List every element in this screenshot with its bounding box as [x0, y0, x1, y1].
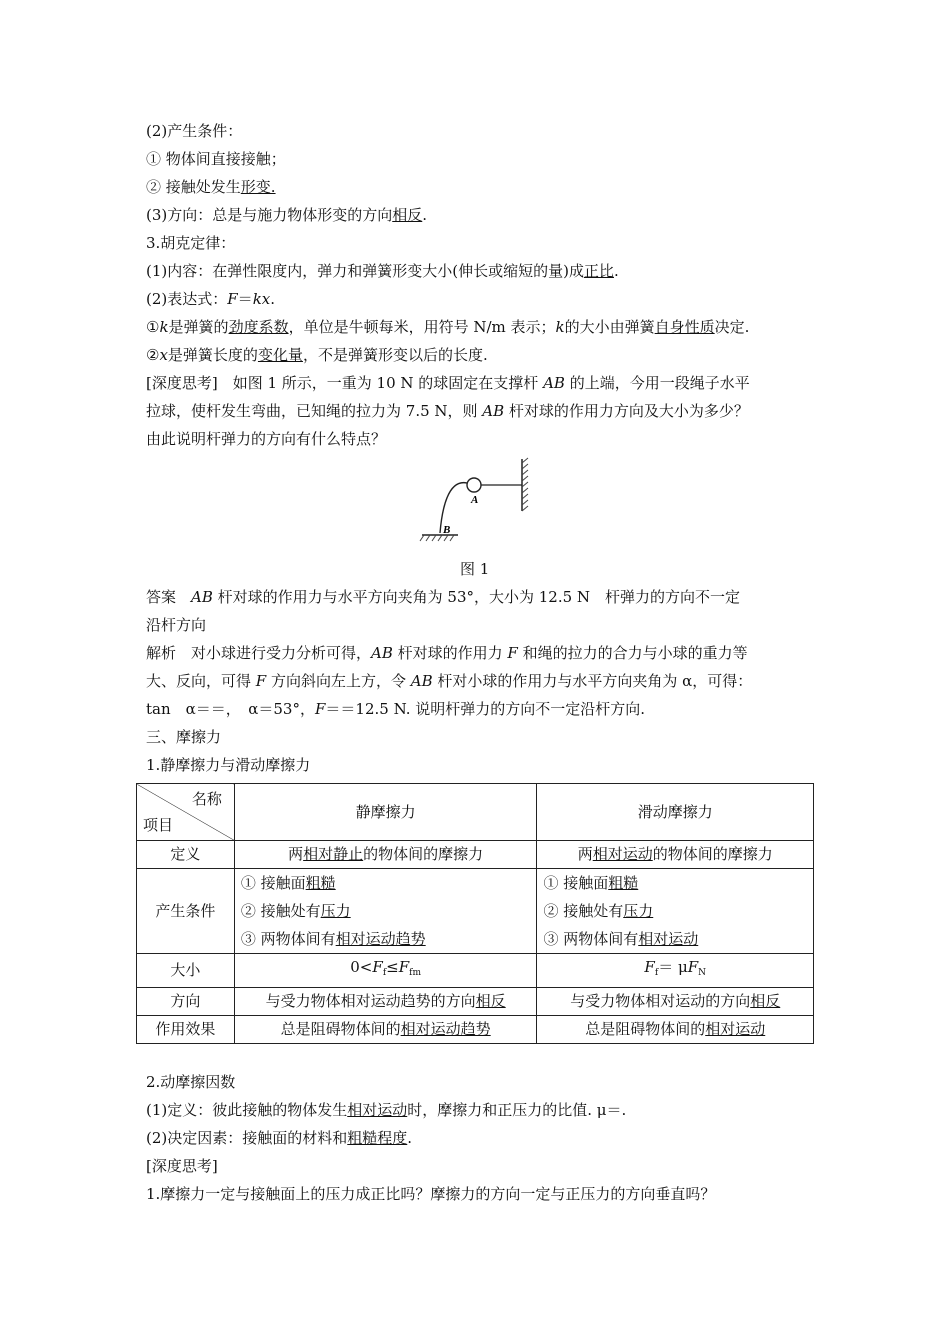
cell: ① 接触面粗糙 ② 接触处有压力 ③ 两物体间有相对运动趋势 [234, 869, 537, 954]
condition-heading: (2)产生条件： [146, 122, 243, 140]
row-label: 作用效果 [137, 1016, 235, 1044]
header-name: 名称 [191, 790, 222, 808]
label-b: B [443, 524, 451, 536]
header-item: 项目 [143, 816, 174, 834]
cell: 总是阻碍物体间的相对运动 [537, 1016, 814, 1044]
label-a: A [471, 494, 479, 506]
table-row-conditions [137, 869, 814, 954]
hooke-content: (1)内容：在弹性限度内，弹力和弹簧形变大小(伸长或缩短的量)成正比. [146, 262, 619, 280]
hooke-k-note: ①k是弹簧的劲度系数，单位是牛顿每米，用符号 N/m 表示；k的大小由弹簧自身性质决定. [146, 318, 750, 336]
condition-2: ② 接触处发生形变. [146, 178, 276, 196]
direction-line: (3)方向：总是与施力物体形变的方向相反. [146, 206, 428, 224]
condition-1: ① 物体间直接接触； [146, 150, 286, 168]
row-label: 大小 [137, 954, 235, 988]
friction-subtitle: 1.静摩擦力与滑动摩擦力 [146, 756, 311, 774]
header-corner-cell [137, 784, 235, 841]
coef-title: 2.动摩擦因数 [146, 1073, 236, 1091]
cell: 两相对运动的物体间的摩擦力 [537, 841, 814, 869]
coef-definition: (1)定义：彼此接触的物体发生相对运动时，摩擦力和正压力的比值. μ＝. [146, 1101, 627, 1119]
ball [467, 478, 481, 492]
header-sliding: 滑动摩擦力 [537, 784, 814, 841]
hooke-title: 3.胡克定律： [146, 234, 236, 252]
cell: 与受力物体相对运动趋势的方向相反 [234, 988, 537, 1016]
think1-line2: 拉球，使杆发生弯曲，已知绳的拉力为 7.5 N，则 AB 杆对球的作用力方向及大小为多少？ [146, 402, 749, 420]
think1-line3: 由此说明杆弹力的方向有什么特点？ [146, 430, 387, 448]
table-header-row [137, 784, 814, 841]
think2-question1: 1.摩擦力一定与接触面上的压力成正比吗？摩擦力的方向一定与正压力的方向垂直吗？ [146, 1185, 716, 1203]
analysis-line2: 大、反向，可得 F 方向斜向左上方，令 AB 杆对小球的作用力与水平方向夹角为 α，可得： [146, 672, 753, 690]
cell: ① 接触面粗糙 ② 接触处有压力 ③ 两物体间有相对运动 [537, 869, 814, 954]
cell: 与受力物体相对运动的方向相反 [537, 988, 814, 1016]
analysis-line3: tan α＝＝， α＝53°，F＝＝12.5 N. 说明杆弹力的方向不一定沿杆方向. [146, 700, 646, 718]
friction-section-title: 三、摩擦力 [146, 728, 222, 746]
hooke-expression: (2)表达式：F＝kx. [146, 290, 276, 308]
cell: $F_f= \mu F_N$ [537, 954, 814, 988]
coef-factors: (2)决定因素：接触面的材料和粗糙程度. [146, 1129, 413, 1147]
cell: $0<F_f\le F_{fm}$ [234, 954, 537, 988]
row-label: 产生条件 [137, 869, 235, 954]
row-label: 方向 [137, 988, 235, 1016]
figure-1-diagram [418, 457, 538, 547]
think1-line1: [深度思考] 如图 1 所示，一重为 10 N 的球固定在支撑杆 AB 的上端，今用一段绳子水平 [146, 374, 750, 392]
header-static: 静摩擦力 [234, 784, 537, 841]
analysis-line1: 解析 对小球进行受力分析可得，AB 杆对球的作用力 F 和绳的拉力的合力与小球的重力等 [146, 644, 748, 662]
table-row-effect [137, 1016, 814, 1044]
table-row-size [137, 954, 814, 988]
friction-table [136, 783, 814, 1044]
table-row-definition [137, 841, 814, 869]
row-label: 定义 [137, 841, 235, 869]
figure-caption: 图 1 [460, 560, 490, 578]
answer-line2: 沿杆方向 [146, 616, 207, 634]
cell: 总是阻碍物体间的相对运动趋势 [234, 1016, 537, 1044]
hooke-x-note: ②x是弹簧长度的变化量，不是弹簧形变以后的长度. [146, 346, 488, 364]
cell: 两相对静止的物体间的摩擦力 [234, 841, 537, 869]
think2-title: [深度思考] [146, 1157, 218, 1175]
answer-line1: 答案 AB 杆对球的作用力与水平方向夹角为 53°，大小为 12.5 N 杆弹力的方向不一定 [146, 588, 741, 606]
table-row-direction [137, 988, 814, 1016]
wall-hatching [522, 458, 528, 511]
